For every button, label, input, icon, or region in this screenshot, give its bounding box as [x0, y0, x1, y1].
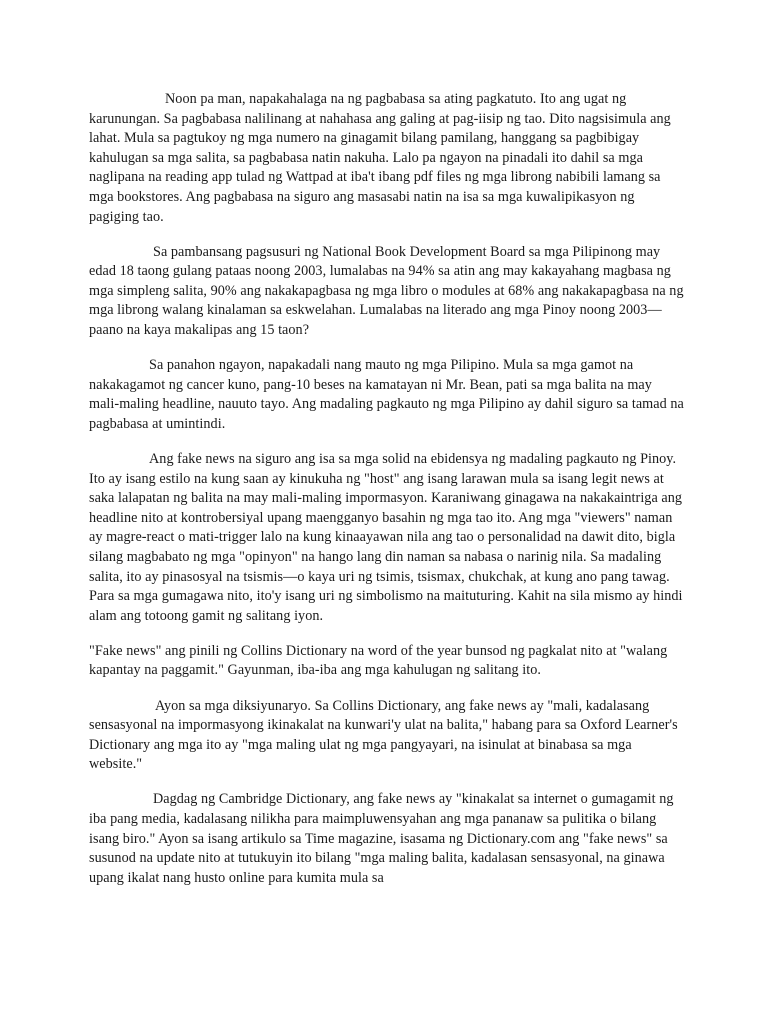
paragraph-nbdb-survey: Sa pambansang pagsusuri ng National Book Development Board sa mga Pilipinong may edad 18 taong gulang pataas noong 2003, lumalabas na 94% sa atin ang may kakayahang magbasa ng mga simpleng salita, 90% ang nakakapagbasa ng mga libro o modules at 68% ang nakakapagbasa na ng mga librong walang kinalaman sa eskwelahan. Lumalabas na literado ang mga Pinoy noong 2003—paano na kaya makalipas ang 15 taon?	[89, 243, 684, 339]
document-body	[89, 90, 684, 904]
paragraph-cambridge: Dagdag ng Cambridge Dictionary, ang fake news ay "kinakalat sa internet o gumagamit ng iba pang media, kadalasang nilikha para maimpluwensyahan ang mga pananaw sa pulitika o bilang isang biro." Ayon sa isang artikulo sa Time magazine, isasama ng Dictionary.com ang "fake news" sa susunod na update nito at tutukuyin ito bilang "mga maling balita, kadalasan sensasyonal, na ginawa upang ikalat nang husto online para kumita mula sa	[89, 791, 674, 886]
paragraph-nauuto: Sa panahon ngayon, napakadali nang mauto ng mga Pilipino. Mula sa mga gamot na nakakagamot ng cancer kuno, pang-10 beses na kamatayan ni Mr. Bean, pati sa mga balita na may mali-maling headline, nauuto tayo. Ang madaling pagkauto ng mga Pilipino ay dahil siguro sa tamad na pagbabasa at umintindi.	[89, 357, 684, 432]
paragraph-intro: Noon pa man, napakahalaga na ng pagbabasa sa ating pagkatuto. Ito ang ugat ng karunungan. Sa pagbabasa nalilinang at nahahasa ang galing at pag-iisip ng tao. Dito nagsisimula ang lahat. Mula sa pagtukoy ng mga numero na ginagamit bilang pamilang, hanggang sa pagbibigay kahulugan sa mga salita, sa pagbabasa natin nakuha. Lalo pa ngayon na pinadali ito dahil sa mga naglipana na reading app tulad ng Wattpad at iba't ibang pdf files ng mga librong nabibili lamang sa mga bookstores. Ang pagbabasa na siguro ang masasabi natin na isa sa mga kuwalipikasyon ng pagiging tao.	[89, 91, 671, 225]
paragraph-dictionaries: Ayon sa mga diksiyunaryo. Sa Collins Dictionary, ang fake news ay "mali, kadalasang sensasyonal na impormasyong ikinakalat na kunwari'y ulat na balita," habang para sa Oxford Learner's Dictionary ang mga ito ay "mga maling ulat ng mga pangyayari, na isinulat at binabasa sa mga website."	[89, 697, 678, 773]
paragraph-fake-news: Ang fake news na siguro ang isa sa mga solid na ebidensya ng madaling pagkauto ng Pinoy. Ito ay isang estilo na kung saan ay kinukuha ng "host" ang isang larawan mula sa isang legit news at saka lalapatan ng balita na may mali-maling impormasyon. Karaniwang ginagawa na nakakaintriga ang headline nito at kontrobersiyal upang maengganyo basahin ng mga tao ito. Ang mga "viewers" naman ay magre-react o mati-trigger lalo na kung kinaayawan nila ang tao o personalidad na dawit dito, bigla silang magbabato ng mga "opinyon" na hango lang din naman sa nabasa o narinig nila. Sa madaling salita, ito ay pinasosyal na tsismis—o kaya uri ng tsimis, tsismax, chukchak, at kung ano pang tawag. Para sa mga gumagawa nito, ito'y isang uri ng simbolismo na maituturing. Kahit na sila mismo ay hindi alam ang totoong gamit ng salitang iyon.	[89, 451, 683, 624]
paragraph-collins-word-of-year: "Fake news" ang pinili ng Collins Dictionary na word of the year bunsod ng pagkalat nito at "walang kapantay na paggamit." Gayunman, iba-iba ang mga kahulugan ng salitang ito.	[89, 642, 668, 679]
